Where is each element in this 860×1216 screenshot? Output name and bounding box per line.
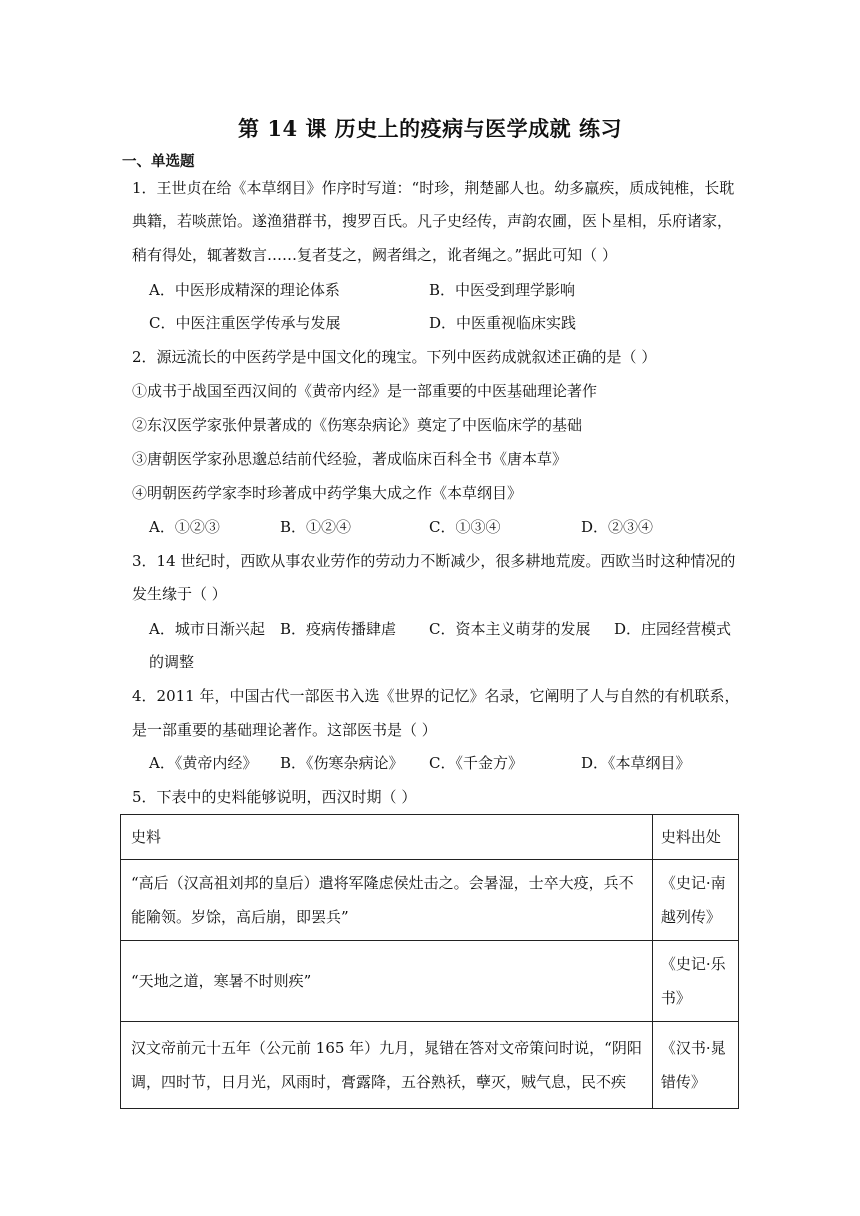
source-table: [120, 814, 739, 1109]
table-cell-text: 调，四时节，日月光，风雨时，膏露降，五谷熟袄，孽灭，贼气息，民不疾: [131, 1073, 627, 1091]
table-cell-text: “天地之道，寒暑不时则疾”: [131, 972, 312, 990]
q2-statement-1: ①成书于战国至西汉间的《黄帝内经》是一部重要的中医基础理论著作: [132, 382, 598, 400]
q2-line-1: 2．源远流长的中医药学是中国文化的瑰宝。下列中医药成就叙述正确的是（ ）: [132, 348, 657, 366]
table-row: [121, 860, 739, 941]
q2-option-c[interactable]: C．①③④: [429, 518, 501, 536]
q1-line-1: 1．王世贞在给《本草纲目》作序时写道：“时珍，荆楚鄙人也。幼多羸疾，质成钝椎，长耽: [132, 179, 735, 197]
q4-line-2: 是一部重要的基础理论著作。这部医书是（ ）: [132, 721, 437, 739]
q1-option-d[interactable]: D．中医重视临床实践: [429, 314, 577, 332]
q4-option-c[interactable]: C．《千金方》: [429, 754, 523, 772]
table-cell-text: 汉文帝前元十五年（公元前 165 年）九月，晁错在答对文帝策问时说，“阴阳: [131, 1039, 642, 1057]
q3-option-d-continued: 的调整: [149, 653, 195, 671]
table-header-source-origin: 史料出处: [652, 815, 738, 860]
q3-line-2: 发生缘于（ ）: [132, 585, 227, 603]
q1-line-2: 典籍，若啖蔗饴。遂渔猎群书，搜罗百氏。凡子史经传，声韵农圃，医卜星相，乐府诸家，: [132, 212, 733, 230]
table-cell-source: 《史记·乐: [660, 955, 726, 973]
table-row: [121, 1022, 739, 1109]
table-row: [121, 941, 739, 1022]
q1-option-c[interactable]: C．中医注重医学传承与发展: [149, 314, 341, 332]
q3-option-d[interactable]: D．庄园经营模式: [614, 620, 732, 638]
q4-option-a[interactable]: A．《黄帝内经》: [149, 754, 258, 772]
q4-line-1: 4．2011 年，中国古代一部医书入选《世界的记忆》名录，它阐明了人与自然的有机联系，: [132, 687, 740, 705]
table-cell-source: 书》: [660, 989, 691, 1007]
q1-line-3: 稍有得处，辄著数言……复者芟之，阙者缉之，讹者绳之。”据此可知（ ）: [132, 246, 617, 264]
q3-line-1: 3．14 世纪时，西欧从事农业劳作的劳动力不断减少，很多耕地荒废。西欧当时这种情况的: [132, 552, 736, 570]
q5-line-1: 5．下表中的史料能够说明，西汉时期（ ）: [132, 788, 417, 806]
table-header-source-text: 史料: [121, 815, 653, 860]
section-heading: 一、单选题: [122, 153, 195, 170]
table-cell-source: 错传》: [660, 1073, 706, 1091]
table-header-row: [121, 815, 739, 860]
q2-statement-3: ③唐朝医学家孙思邈总结前代经验，著成临床百科全书《唐本草》: [132, 450, 568, 468]
table-cell-text: 能隃领。岁馀，高后崩，即罢兵”: [131, 908, 349, 926]
table-cell-source: 越列传》: [660, 908, 721, 926]
table-cell-source: 《汉书·晁: [660, 1039, 726, 1057]
q3-option-c[interactable]: C．资本主义萌芽的发展: [429, 620, 591, 638]
table-cell-text: “高后（汉高祖刘邦的皇后）遣将军隆虑侯灶击之。会暑湿，士卒大疫，兵不: [131, 874, 634, 892]
table-cell-source: 《史记·南: [660, 874, 726, 892]
q4-option-b[interactable]: B．《伤寒杂病论》: [280, 754, 404, 772]
q2-option-d[interactable]: D．②③④: [581, 518, 654, 536]
q4-option-d[interactable]: D．《本草纲目》: [581, 754, 691, 772]
q3-option-a[interactable]: A．城市日渐兴起: [149, 620, 265, 638]
q1-option-b[interactable]: B．中医受到理学影响: [429, 281, 576, 299]
q1-option-a[interactable]: A．中医形成精深的理论体系: [149, 281, 340, 299]
q3-option-b[interactable]: B．疫病传播肆虐: [280, 620, 397, 638]
q2-statement-4: ④明朝医药学家李时珍著成中药学集大成之作《本草纲目》: [132, 484, 523, 502]
q2-option-a[interactable]: A．①②③: [149, 518, 220, 536]
q2-option-b[interactable]: B．①②④: [280, 518, 352, 536]
q2-statement-2: ②东汉医学家张仲景著成的《伤寒杂病论》奠定了中医临床学的基础: [132, 416, 583, 434]
page-title: 第 14 课 历史上的疫病与医学成就 练习: [238, 116, 622, 141]
